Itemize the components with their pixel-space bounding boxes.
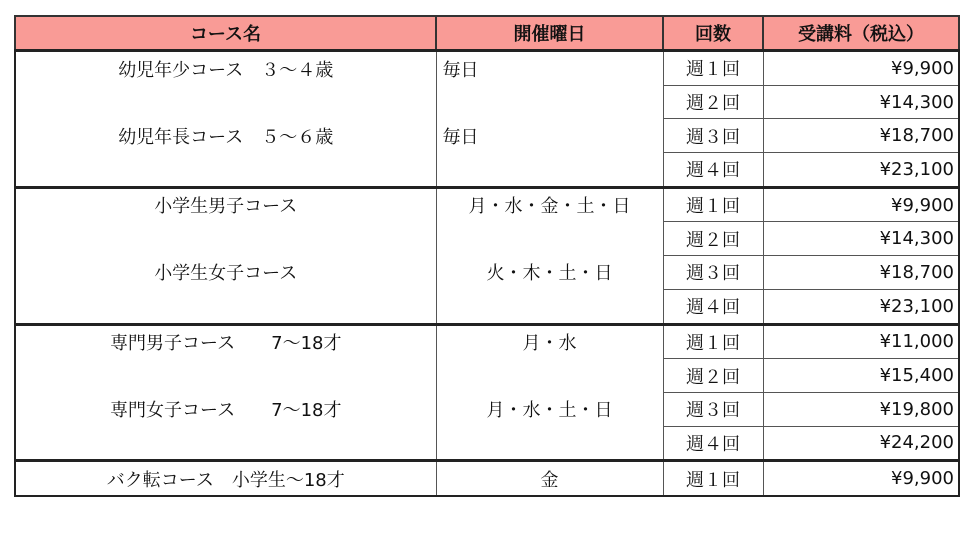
empty-cell (15, 426, 436, 461)
frequency-cell: 週４回 (663, 289, 763, 324)
empty-cell (436, 359, 663, 393)
table-row (15, 51, 959, 86)
empty-cell (15, 85, 436, 119)
header-course-name: コース名 (15, 16, 436, 51)
course-name: 小学生男子コース (15, 187, 436, 222)
table-row (15, 359, 959, 393)
course-name: 幼児年長コース ５～６歳 (15, 119, 436, 153)
header-fee: 受講料（税込） (763, 16, 959, 51)
empty-cell (15, 222, 436, 256)
frequency-cell: 週１回 (663, 324, 763, 359)
table-row (15, 153, 959, 188)
course-name: 専門女子コース 7～18才 (15, 392, 436, 426)
course-days: 月・水 (436, 324, 663, 359)
empty-cell (436, 289, 663, 324)
table-row (15, 392, 959, 426)
frequency-cell: 週３回 (663, 256, 763, 290)
empty-cell (436, 426, 663, 461)
fee-cell: ¥14,300 (763, 222, 959, 256)
frequency-cell: 週３回 (663, 392, 763, 426)
fee-cell: ¥23,100 (763, 153, 959, 188)
course-name: 小学生女子コース (15, 256, 436, 290)
table-row (15, 289, 959, 324)
fee-cell: ¥9,900 (763, 461, 959, 496)
frequency-cell: 週４回 (663, 426, 763, 461)
course-fee-table (14, 15, 960, 497)
fee-cell: ¥11,000 (763, 324, 959, 359)
course-days: 火・木・土・日 (436, 256, 663, 290)
course-name: バク転コース 小学生～18才 (15, 461, 436, 496)
table-row (15, 119, 959, 153)
header-days: 開催曜日 (436, 16, 663, 51)
course-days: 毎日 (436, 51, 663, 86)
course-days: 月・水・金・土・日 (436, 187, 663, 222)
header-frequency: 回数 (663, 16, 763, 51)
frequency-cell: 週２回 (663, 359, 763, 393)
empty-cell (436, 85, 663, 119)
fee-cell: ¥23,100 (763, 289, 959, 324)
course-days: 月・水・土・日 (436, 392, 663, 426)
table-row (15, 461, 959, 496)
frequency-cell: 週１回 (663, 51, 763, 86)
fee-cell: ¥9,900 (763, 187, 959, 222)
course-days: 毎日 (436, 119, 663, 153)
table-row (15, 324, 959, 359)
course-name: 専門男子コース 7～18才 (15, 324, 436, 359)
empty-cell (15, 289, 436, 324)
fee-cell: ¥19,800 (763, 392, 959, 426)
frequency-cell: 週１回 (663, 461, 763, 496)
frequency-cell: 週１回 (663, 187, 763, 222)
fee-cell: ¥24,200 (763, 426, 959, 461)
table-row (15, 256, 959, 290)
table-row (15, 85, 959, 119)
empty-cell (15, 153, 436, 188)
empty-cell (15, 359, 436, 393)
table-row (15, 426, 959, 461)
course-name: 幼児年少コース ３～４歳 (15, 51, 436, 86)
table-row (15, 187, 959, 222)
course-days: 金 (436, 461, 663, 496)
fee-cell: ¥9,900 (763, 51, 959, 86)
fee-cell: ¥18,700 (763, 256, 959, 290)
header-row (15, 16, 959, 51)
frequency-cell: 週２回 (663, 85, 763, 119)
frequency-cell: 週２回 (663, 222, 763, 256)
table-row (15, 222, 959, 256)
frequency-cell: 週３回 (663, 119, 763, 153)
empty-cell (436, 222, 663, 256)
frequency-cell: 週４回 (663, 153, 763, 188)
fee-cell: ¥14,300 (763, 85, 959, 119)
empty-cell (436, 153, 663, 188)
fee-cell: ¥15,400 (763, 359, 959, 393)
fee-cell: ¥18,700 (763, 119, 959, 153)
